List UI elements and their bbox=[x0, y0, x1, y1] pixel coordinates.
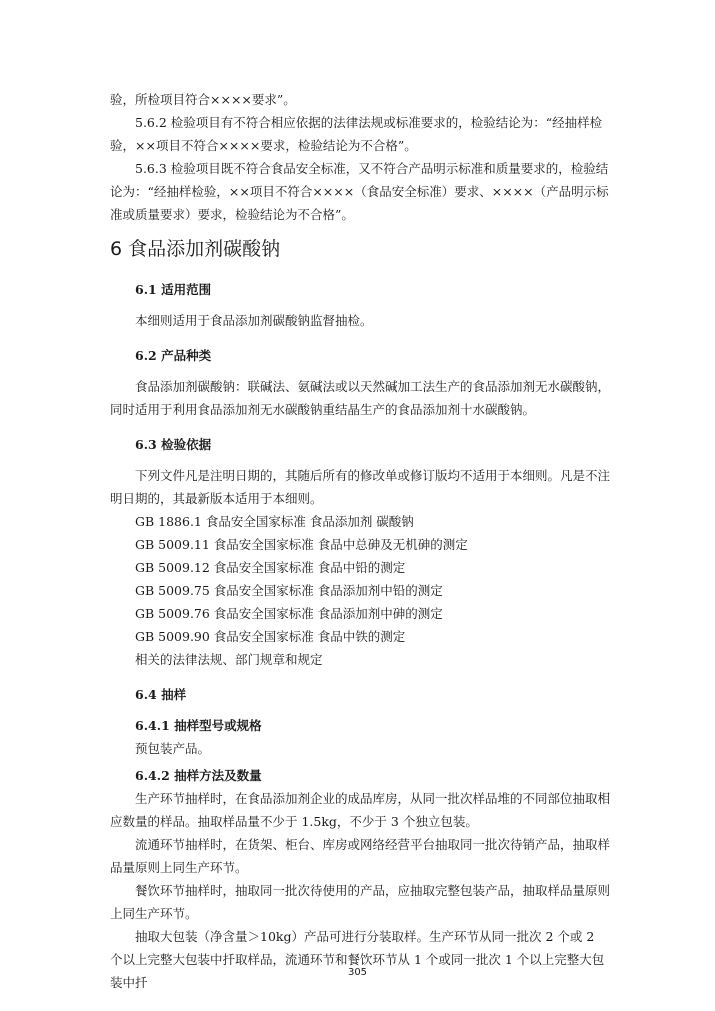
reference-doc: GB 1886.1 食品安全国家标准 食品添加剂 碳酸钠 bbox=[135, 514, 414, 529]
paragraph-6-2: 食品添加剂碳酸钠：联碱法、氨碱法或以天然碱加工法生产的食品添加剂无水碳酸钠，同时适用于利用食品添加剂无水碳酸钠重结晶生产的食品添加剂十水碳酸钠。 bbox=[110, 379, 611, 417]
paragraph-6-4-2: 流通环节抽样时，在货架、柜台、库房或网络经营平台抽取同一批次待销产品，抽取样品量原则上同生产环节。 bbox=[110, 837, 611, 875]
paragraph-continuation: 验，所检项目符合××××要求”。 bbox=[110, 92, 296, 107]
reference-doc: GB 5009.90 食品安全国家标准 食品中铁的测定 bbox=[135, 629, 406, 644]
page-number: 305 bbox=[347, 967, 368, 978]
heading-6-4-2: 6.4.2 抽样方法及数量 bbox=[135, 768, 262, 783]
heading-6-3: 6.3 检验依据 bbox=[135, 437, 212, 452]
paragraph-6-4-2: 生产环节抽样时，在食品添加剂企业的成品库房，从同一批次样品堆的不同部位抽取相应数量的样品。抽取样品量不少于 1.5kg，不少于 3 个独立包装。 bbox=[110, 791, 611, 829]
paragraph-6-4-2: 抽取大包装（净含量＞10kg）产品可进行分装取样。生产环节从同一批次 2 个或 2 个以上完整大包装中扦取样品，流通环节和餐饮环节从 1 个或同一批次 1 个以上完整大包装中扦 bbox=[110, 929, 605, 990]
paragraph-6-3-intro: 下列文件凡是注明日期的，其随后所有的修改单或修订版均不适用于本细则。凡是不注明日期的，其最新版本适用于本细则。 bbox=[110, 468, 611, 506]
reference-doc: GB 5009.75 食品安全国家标准 食品添加剂中铅的测定 bbox=[135, 583, 443, 598]
reference-doc: 相关的法律法规、部门规章和规定 bbox=[135, 652, 323, 667]
reference-doc: GB 5009.11 食品安全国家标准 食品中总砷及无机砷的测定 bbox=[135, 537, 468, 552]
paragraph-5-6-2: 5.6.2 检验项目有不符合相应依据的法律法规或标准要求的，检验结论为：“经抽样检验，××项目不符合××××要求，检验结论为不合格”。 bbox=[110, 115, 603, 153]
page-content bbox=[110, 88, 610, 994]
paragraph-5-6-3: 5.6.3 检验项目既不符合食品安全标准，又不符合产品明示标准和质量要求的，检验结论为：“经抽样检验，××项目不符合××××（食品安全标准）要求、××××（产品明示标准或质量要求）要求，检验结论为不合格”。 bbox=[110, 161, 609, 222]
heading-6-1: 6.1 适用范围 bbox=[135, 282, 212, 297]
heading-6-2: 6.2 产品种类 bbox=[135, 348, 212, 363]
reference-doc: GB 5009.12 食品安全国家标准 食品中铅的测定 bbox=[135, 560, 406, 575]
reference-doc: GB 5009.76 食品安全国家标准 食品添加剂中砷的测定 bbox=[135, 606, 443, 621]
paragraph-6-4-2: 餐饮环节抽样时，抽取同一批次待使用的产品，应抽取完整包装产品，抽取样品量原则上同生产环节。 bbox=[110, 883, 611, 921]
paragraph-6-4-1: 预包装产品。 bbox=[135, 741, 211, 756]
heading-6-4-1: 6.4.1 抽样型号或规格 bbox=[135, 718, 262, 733]
paragraph-6-1: 本细则适用于食品添加剂碳酸钠监督抽检。 bbox=[135, 313, 373, 328]
section-title: 6 食品添加剂碳酸钠 bbox=[110, 238, 281, 260]
heading-6-4: 6.4 抽样 bbox=[135, 687, 187, 702]
